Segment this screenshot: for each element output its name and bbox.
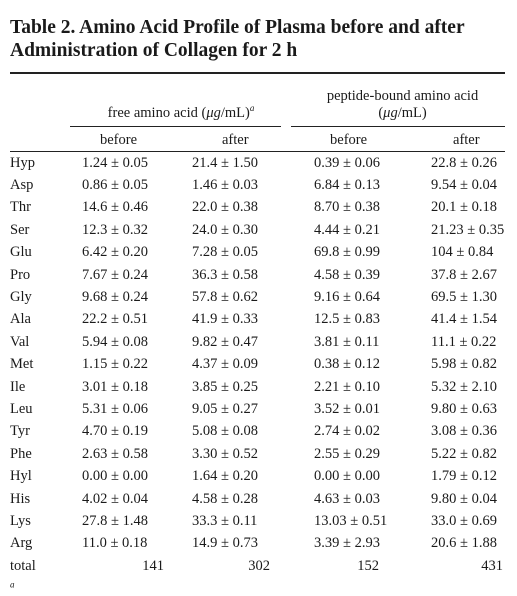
free-before-value: 5.31 ± 0.06 — [82, 400, 148, 417]
amino-acid-name: Ala — [10, 311, 31, 328]
peptide-before-value: 6.84 ± 0.13 — [314, 177, 380, 194]
peptide-after-value: 37.8 ± 2.67 — [431, 266, 497, 283]
peptide-after-value: 20.6 ± 1.88 — [431, 535, 497, 552]
amino-acid-name: Thr — [10, 199, 31, 216]
free-after-value: 1.46 ± 0.03 — [192, 177, 258, 194]
free-before-value: 27.8 ± 1.48 — [82, 512, 148, 529]
table-row — [10, 242, 505, 264]
peptide-after-value: 22.8 ± 0.26 — [431, 154, 497, 171]
peptide-after-value: 41.4 ± 1.54 — [431, 311, 497, 328]
table-row — [10, 533, 505, 555]
amino-acid-name: Pro — [10, 266, 31, 283]
table-row — [10, 264, 505, 286]
free-after-value: 41.9 ± 0.33 — [192, 311, 258, 328]
free-after-value: 9.05 ± 0.27 — [192, 400, 258, 417]
total-label: total — [10, 557, 36, 574]
free-before-value: 12.3 ± 0.32 — [82, 221, 148, 238]
table-row — [10, 174, 505, 196]
table-row — [10, 331, 505, 353]
table-title-line1: Table 2. Amino Acid Profile of Plasma before and after — [10, 17, 465, 38]
amino-acid-name: Phe — [10, 445, 32, 462]
peptide-before-value: 12.5 ± 0.83 — [314, 311, 380, 328]
free-before-value: 6.42 ± 0.20 — [82, 244, 148, 261]
amino-acid-name: Hyp — [10, 154, 35, 171]
peptide-after-value: 5.98 ± 0.82 — [431, 356, 497, 373]
amino-acid-name: Leu — [10, 400, 33, 417]
free-before-value: 1.15 ± 0.22 — [82, 356, 148, 373]
peptide-after-value: 5.22 ± 0.82 — [431, 445, 497, 462]
amino-acid-name: His — [10, 490, 31, 507]
free-after-value: 5.08 ± 0.08 — [192, 423, 258, 440]
total-row — [10, 555, 505, 577]
peptide-before-value: 2.55 ± 0.29 — [314, 445, 380, 462]
amino-acid-name: Gly — [10, 289, 32, 306]
peptide-after-value: 5.32 ± 2.10 — [431, 378, 497, 395]
peptide-before-value: 4.63 ± 0.03 — [314, 490, 380, 507]
amino-acid-table — [10, 72, 505, 577]
free-before-value: 2.63 ± 0.58 — [82, 445, 148, 462]
header-free-before: before — [100, 131, 138, 148]
table-row — [10, 286, 505, 308]
header-peptide-after: after — [453, 131, 480, 148]
amino-acid-name: Arg — [10, 535, 33, 552]
total-free-after: 302 — [248, 557, 271, 574]
peptide-after-value: 9.80 ± 0.63 — [431, 400, 497, 417]
peptide-after-value: 104 ± 0.84 — [431, 244, 494, 261]
free-before-value: 7.67 ± 0.24 — [82, 266, 148, 283]
table-title — [10, 16, 510, 62]
table-row — [10, 376, 505, 398]
total-peptide-after: 431 — [481, 557, 504, 574]
free-amino-acid-header: free amino acid $(\mu g/mL)^a$ — [107, 103, 255, 121]
peptide-after-value: 3.08 ± 0.36 — [431, 423, 497, 440]
peptide-before-value: 3.39 ± 2.93 — [314, 535, 380, 552]
peptide-bound-header: peptide-bound amino acid (μg/mL) — [326, 88, 479, 121]
free-after-value: 36.3 ± 0.58 — [192, 266, 258, 283]
peptide-after-value: 9.54 ± 0.04 — [431, 177, 497, 194]
peptide-before-value: 4.58 ± 0.39 — [314, 266, 380, 283]
table-row — [10, 219, 505, 241]
free-after-value: 4.58 ± 0.28 — [192, 490, 258, 507]
peptide-before-value: 3.81 ± 0.11 — [314, 333, 380, 350]
amino-acid-name: Tyr — [10, 423, 30, 440]
free-unit: μg — [206, 105, 221, 121]
header-peptide-before: before — [330, 131, 368, 148]
amino-acid-name: Hyl — [10, 468, 32, 485]
table-row — [10, 421, 505, 443]
amino-acid-name: Asp — [10, 177, 34, 194]
peptide-before-value: 9.16 ± 0.64 — [314, 289, 380, 306]
footnote-marker: a — [249, 103, 255, 114]
peptide-after-value: 69.5 ± 1.30 — [431, 289, 497, 306]
peptide-before-value: 8.70 ± 0.38 — [314, 199, 380, 216]
free-before-value: 22.2 ± 0.51 — [82, 311, 148, 328]
peptide-before-value: 4.44 ± 0.21 — [314, 221, 380, 238]
peptide-before-value: 0.00 ± 0.00 — [314, 468, 380, 485]
amino-acid-name: Glu — [10, 244, 32, 261]
amino-acid-name: Ile — [10, 378, 26, 395]
peptide-before-value: 69.8 ± 0.99 — [314, 244, 380, 261]
free-after-value: 21.4 ± 1.50 — [192, 154, 258, 171]
footnote-marker-line: a — [10, 579, 15, 590]
free-after-value: 24.0 ± 0.30 — [192, 221, 258, 238]
total-peptide-before: 152 — [357, 557, 380, 574]
free-before-value: 4.02 ± 0.04 — [82, 490, 148, 507]
amino-acid-name: Met — [10, 356, 34, 373]
table-row — [10, 309, 505, 331]
table-row — [10, 354, 505, 376]
free-after-value: 3.85 ± 0.25 — [192, 378, 258, 395]
free-before-value: 5.94 ± 0.08 — [82, 333, 148, 350]
peptide-before-value: 0.39 ± 0.06 — [314, 154, 380, 171]
peptide-before-value: 2.74 ± 0.02 — [314, 423, 380, 440]
table-row — [10, 197, 505, 219]
table-row — [10, 510, 505, 532]
free-after-value: 9.82 ± 0.47 — [192, 333, 258, 350]
free-after-value: 1.64 ± 0.20 — [192, 468, 258, 485]
header-free-after: after — [222, 131, 249, 148]
free-before-value: 1.24 ± 0.05 — [82, 154, 148, 171]
peptide-before-value: 0.38 ± 0.12 — [314, 356, 380, 373]
table-row — [10, 488, 505, 510]
peptide-after-value: 20.1 ± 0.18 — [431, 199, 497, 216]
table-row — [10, 465, 505, 487]
table-body — [10, 152, 505, 577]
free-before-value: 11.0 ± 0.18 — [82, 535, 148, 552]
peptide-before-value: 3.52 ± 0.01 — [314, 400, 380, 417]
peptide-before-value: 13.03 ± 0.51 — [314, 512, 388, 529]
free-after-value: 57.8 ± 0.62 — [192, 289, 258, 306]
peptide-after-value: 1.79 ± 0.12 — [431, 468, 497, 485]
free-before-value: 0.86 ± 0.05 — [82, 177, 148, 194]
free-after-value: 3.30 ± 0.52 — [192, 445, 258, 462]
free-before-value: 4.70 ± 0.19 — [82, 423, 148, 440]
peptide-after-value: 33.0 ± 0.69 — [431, 512, 497, 529]
amino-acid-name: Lys — [10, 512, 31, 529]
peptide-after-value: 9.80 ± 0.04 — [431, 490, 497, 507]
free-before-value: 0.00 ± 0.00 — [82, 468, 148, 485]
peptide-after-value: 21.23 ± 0.35 — [431, 221, 505, 238]
total-free-before: 141 — [142, 557, 164, 574]
table-title-line2: Administration of Collagen for 2 h — [10, 40, 298, 61]
table-row — [10, 443, 505, 465]
free-after-value: 4.37 ± 0.09 — [192, 356, 258, 373]
table-row — [10, 152, 505, 174]
amino-acid-name: Val — [10, 333, 30, 350]
free-before-value: 14.6 ± 0.46 — [82, 199, 148, 216]
free-after-value: 33.3 ± 0.11 — [192, 512, 258, 529]
free-before-value: 3.01 ± 0.18 — [82, 378, 148, 395]
peptide-after-value: 11.1 ± 0.22 — [431, 333, 497, 350]
table-row — [10, 398, 505, 420]
free-after-value: 14.9 ± 0.73 — [192, 535, 258, 552]
free-after-value: 22.0 ± 0.38 — [192, 199, 258, 216]
amino-acid-name: Ser — [10, 221, 30, 238]
peptide-before-value: 2.21 ± 0.10 — [314, 378, 380, 395]
free-after-value: 7.28 ± 0.05 — [192, 244, 258, 261]
free-before-value: 9.68 ± 0.24 — [82, 289, 148, 306]
